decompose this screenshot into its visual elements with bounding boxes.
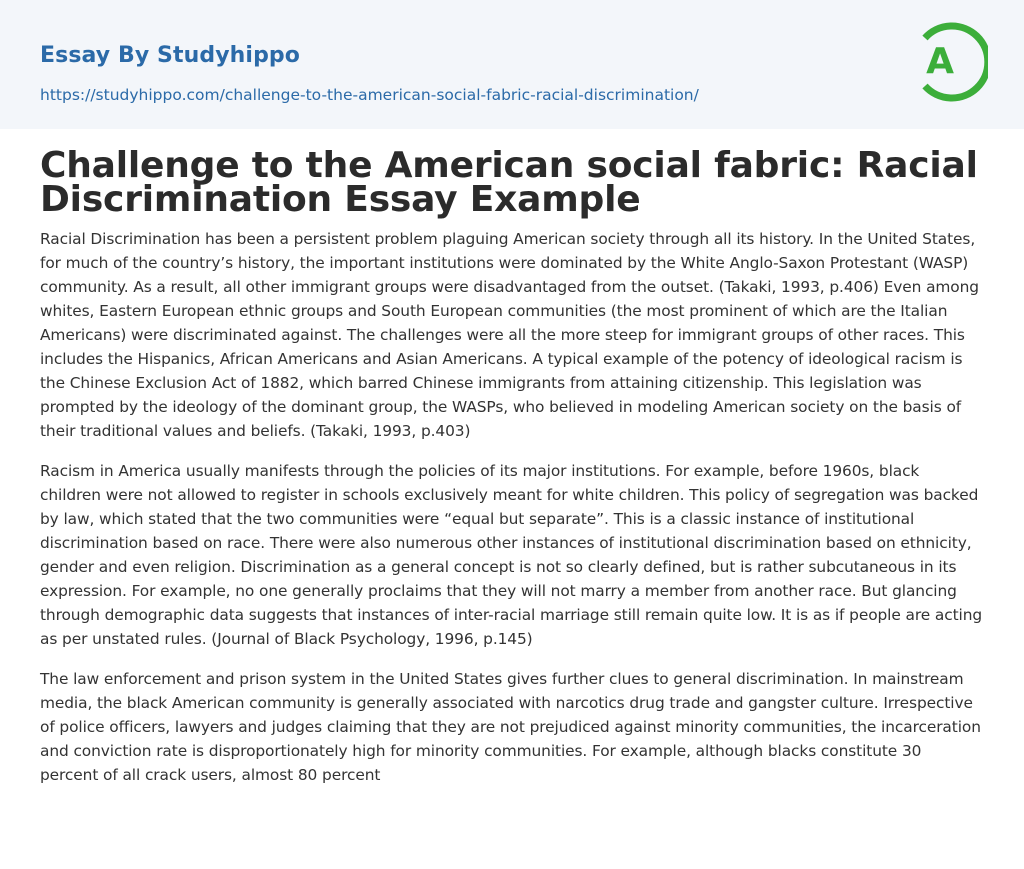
essay-url-link[interactable]: https://studyhippo.com/challenge-to-the-american-social-fabric-racial-discrimination/ [40,86,699,104]
paragraph-2: Racism in America usually manifests through the policies of its major institutions. For example, before 1960s, black children were not allowed to register in schools exclusively meant for white children. This policy of segregation was backed by law, which stated that the two communities were “equal but separate”. This is a classic instance of institutional discrimination based on race. There were also numerous other instances of institutional discrimination based on ethnicity, gender and even religion. Discrimination as a general concept is not so clearly defined, but is rather subcutaneous in its expression. For example, no one generally proclaims that they will not marry a member from another race. But glancing through demographic data suggests that instances of inter-racial marriage still remain quite low. It is as if people are acting as per unstated rules. (Journal of Black Psychology, 1996, p.145) [40,462,983,648]
site-brand[interactable]: Essay By Studyhippo [40,43,300,68]
paragraph-1: Racial Discrimination has been a persistent problem plaguing American society through all its history. In the United States, for much of the country’s history, the important institutions were dominated by the White Anglo-Saxon Protestant (WASP) community. As a result, all other immigrant groups were disadvantaged from the outset. (Takaki, 1993, p.406) Even among whites, Eastern European ethnic groups and South European communities (the most prominent of which are the Italian Americans) were discriminated against. The challenges were all the more steep for immigrant groups of other races. This includes the Hispanics, African Americans and Asian Americans. A typical example of the potency of ideological racism is the Chinese Exclusion Act of 1882, which barred Chinese immigrants from attaining citizenship. This legislation was prompted by the ideology of the dominant group, the WASPs, who believed in modeling American society on the basis of their traditional values and beliefs. (Takaki, 1993, p.403) [40,230,979,440]
paragraph-3: The law enforcement and prison system in the United States gives further clues to general discrimination. In mainstream media, the black American community is generally associated with narcotics drug trade and gangster culture. Irrespective of police officers, lawyers and judges claiming that they are not prejudiced against minority communities, the incarceration and conviction rate is disproportionately high for minority communities. For example, although blacks constitute 30 percent of all crack users, almost 80 percent [40,670,981,784]
studyhippo-logo-icon[interactable] [912,18,988,106]
logo-letter: A [926,41,954,82]
article [0,129,1024,787]
site-header [0,0,1024,129]
article-title: Challenge to the American social fabric: Racial Discrimination Essay Example [40,145,978,220]
